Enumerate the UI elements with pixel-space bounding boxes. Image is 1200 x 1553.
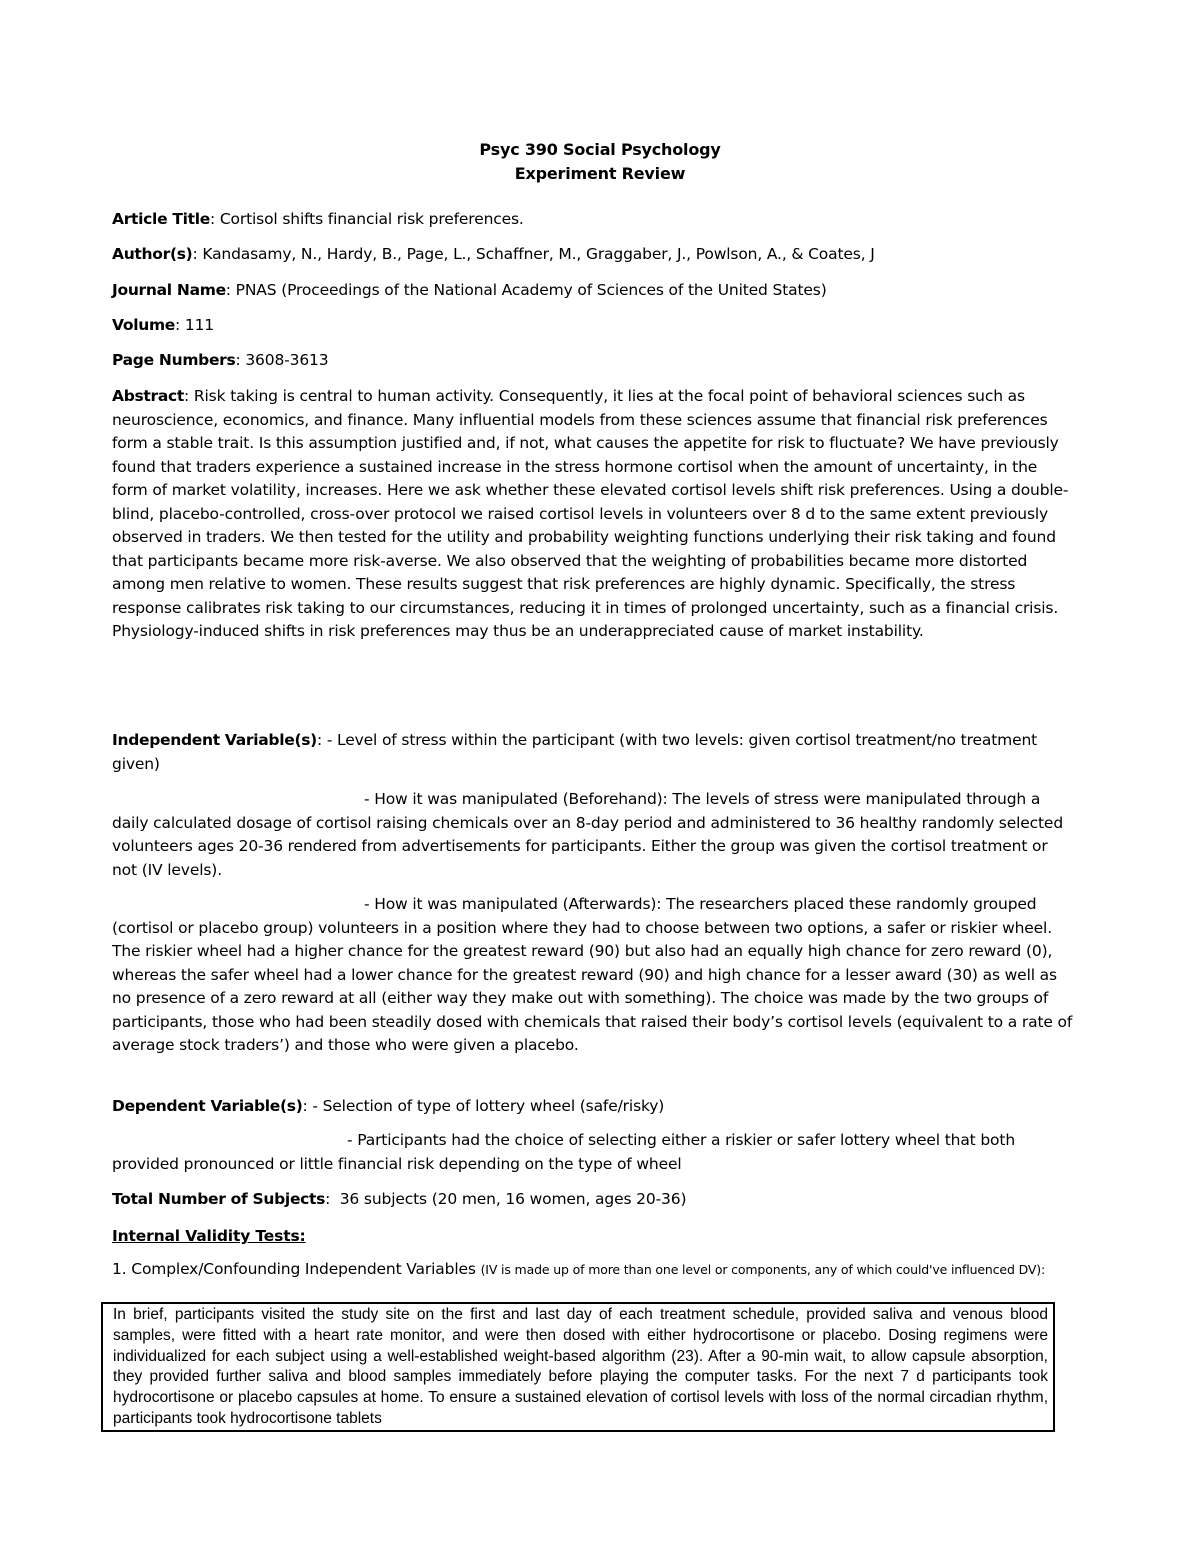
- validity-item-1-title: 1. Complex/Confounding Independent Variables: [112, 1260, 476, 1278]
- internal-validity-heading: Internal Validity Tests:: [112, 1227, 306, 1245]
- document-header: [0, 138, 1200, 186]
- authors-value: Kandasamy, N., Hardy, B., Page, L., Schaffner, M., Graggaber, J., Powlson, A., & Coates, J: [202, 245, 875, 263]
- dependent-variables-field: Dependent Variable(s): - Selection of type of lottery wheel (safe/risky): [112, 1097, 665, 1115]
- subjects-label: Total Number of Subjects: [112, 1190, 326, 1208]
- quoted-methods-box: In brief, participants visited the study site on the first and last day of each treatment schedule, provided saliva and venous blood samples, were fitted with a heart rate monitor, and were then dosed with either hydrocortisone or placebo. Dosing regimens were individualized for each subject using a well-established weight-based algorithm (23). After a 90-min wait, to allow capsule absorption, they provided further saliva and blood samples immediately before playing the computer tasks. For the next 7 d participants took hydrocortisone or placebo capsules at home. To ensure a sustained elevation of cortisol levels with loss of the normal circadian rhythm, participants took hydrocortisone tablets: [101, 1302, 1055, 1432]
- pages-value: 3608-3613: [245, 351, 329, 369]
- document-subtitle: Experiment Review: [514, 164, 686, 183]
- authors-label: Author(s): [112, 245, 193, 263]
- journal-field: Journal Name: PNAS (Proceedings of the National Academy of Sciences of the United States): [112, 281, 827, 299]
- article-title-label: Article Title: [112, 210, 210, 228]
- iv-label: Independent Variable(s): [112, 731, 317, 749]
- volume-field: Volume: 111: [112, 316, 215, 334]
- independent-variables-paragraph: Independent Variable(s): - Level of stress within the participant (with two levels: given cortisol treatment/no treatment given): [112, 731, 1038, 773]
- dv-label: Dependent Variable(s): [112, 1097, 303, 1115]
- volume-label: Volume: [112, 316, 176, 334]
- validity-item-1-note: (IV is made up of more than one level or components, any of which could've influenced DV):: [480, 1262, 1046, 1277]
- abstract-label: Abstract: [112, 387, 185, 405]
- iv-value: - Level of stress within the participant (with two levels: given cortisol treatment/no treatment given): [112, 731, 1038, 773]
- subjects-value: 36 subjects (20 men, 16 women, ages 20-36): [339, 1190, 687, 1208]
- pages-field: Page Numbers: 3608-3613: [112, 351, 329, 369]
- volume-value: 111: [184, 316, 215, 334]
- dv-detail-paragraph: - Participants had the choice of selecting either a riskier or safer lottery wheel that both provided pronounced or little financial risk depending on the type of wheel: [112, 1131, 1015, 1173]
- subjects-field: Total Number of Subjects: 36 subjects (20 men, 16 women, ages 20-36): [112, 1190, 687, 1208]
- journal-value: PNAS (Proceedings of the National Academy of Sciences of the United States): [235, 281, 827, 299]
- abstract-text: Risk taking is central to human activity. Consequently, it lies at the focal point of behavioral sciences such as neuroscience, economics, and finance. Many influential models from these sciences assume that financial risk preferences form a stable trait. Is this assumption justified and, if not, what causes the appetite for risk to fluctuate? We have previously found that traders experience a sustained increase in the stress hormone cortisol when the amount of uncertainty, in the form of market volatility, increases. Here we ask whether these elevated cortisol levels shift risk preferences. Using a double-blind, placebo-controlled, cross-over protocol we raised cortisol levels in volunteers over 8 d to the same extent previously observed in traders. We then tested for the utility and probability weighting functions underlying their risk taking and found that participants became more risk-averse. We also observed that the weighting of probabilities became more distorted among men relative to women. These results suggest that risk preferences are highly dynamic. Specifically, the stress response calibrates risk taking to our circumstances, reducing it in times of prolonged uncertainty, such as a financial crisis. Physiology-induced shifts in risk preferences may thus be an underappreciated cause of market instability.: [112, 387, 1069, 640]
- article-title-field: Article Title: Cortisol shifts financial risk preferences.: [112, 210, 524, 228]
- abstract-paragraph: Abstract: Risk taking is central to human activity. Consequently, it lies at the focal point of behavioral sciences such as neuroscience, economics, and finance. Many influential models from these sciences assume that financial risk preferences form a stable trait. Is this assumption justified and, if not, what causes the appetite for risk to fluctuate? We have previously found that traders experience a sustained increase in the stress hormone cortisol when the amount of uncertainty, in the form of market volatility, increases. Here we ask whether these elevated cortisol levels shift risk preferences. Using a double-blind, placebo-controlled, cross-over protocol we raised cortisol levels in volunteers over 8 d to the same extent previously observed in traders. We then tested for the utility and probability weighting functions underlying their risk taking and found that participants became more risk-averse. We also observed that the weighting of probabilities became more distorted among men relative to women. These results suggest that risk preferences are highly dynamic. Specifically, the stress response calibrates risk taking to our circumstances, reducing it in times of prolonged uncertainty, such as a financial crisis. Physiology-induced shifts in risk preferences may thus be an underappreciated cause of market instability.: [112, 387, 1069, 640]
- course-title: Psyc 390 Social Psychology: [479, 140, 721, 159]
- pages-label: Page Numbers: [112, 351, 236, 369]
- article-title-value: Cortisol shifts financial risk preferences.: [219, 210, 524, 228]
- validity-item-1: [112, 1260, 1077, 1279]
- authors-field: Author(s): Kandasamy, N., Hardy, B., Page, L., Schaffner, M., Graggaber, J., Powlson, A., & Coates, J: [112, 245, 875, 263]
- journal-label: Journal Name: [112, 281, 226, 299]
- dv-value: - Selection of type of lottery wheel (safe/risky): [312, 1097, 665, 1115]
- iv-before-paragraph: - How it was manipulated (Beforehand): The levels of stress were manipulated through a daily calculated dosage of cortisol raising chemicals over an 8-day period and administered to 36 healthy randomly selected volunteers ages 20-36 rendered from advertisements for participants. Either the group was given the cortisol treatment or not (IV levels).: [112, 790, 1064, 879]
- iv-after-paragraph: - How it was manipulated (Afterwards): The researchers placed these randomly grouped (cortisol or placebo group) volunteers in a position where they had to choose between two options, a safer or riskier wheel. The riskier wheel had a higher chance for the greatest reward (90) but also had an equally high chance for zero reward (0), whereas the safer wheel had a lower chance for the greatest reward (90) and high chance for a lesser award (30) as well as no presence of a zero reward at all (either way they make out with something). The choice was made by the two groups of participants, those who had been steadily dosed with chemicals that raised their body’s cortisol levels (equivalent to a rate of average stock traders’) and those who were given a placebo.: [112, 895, 1073, 1054]
